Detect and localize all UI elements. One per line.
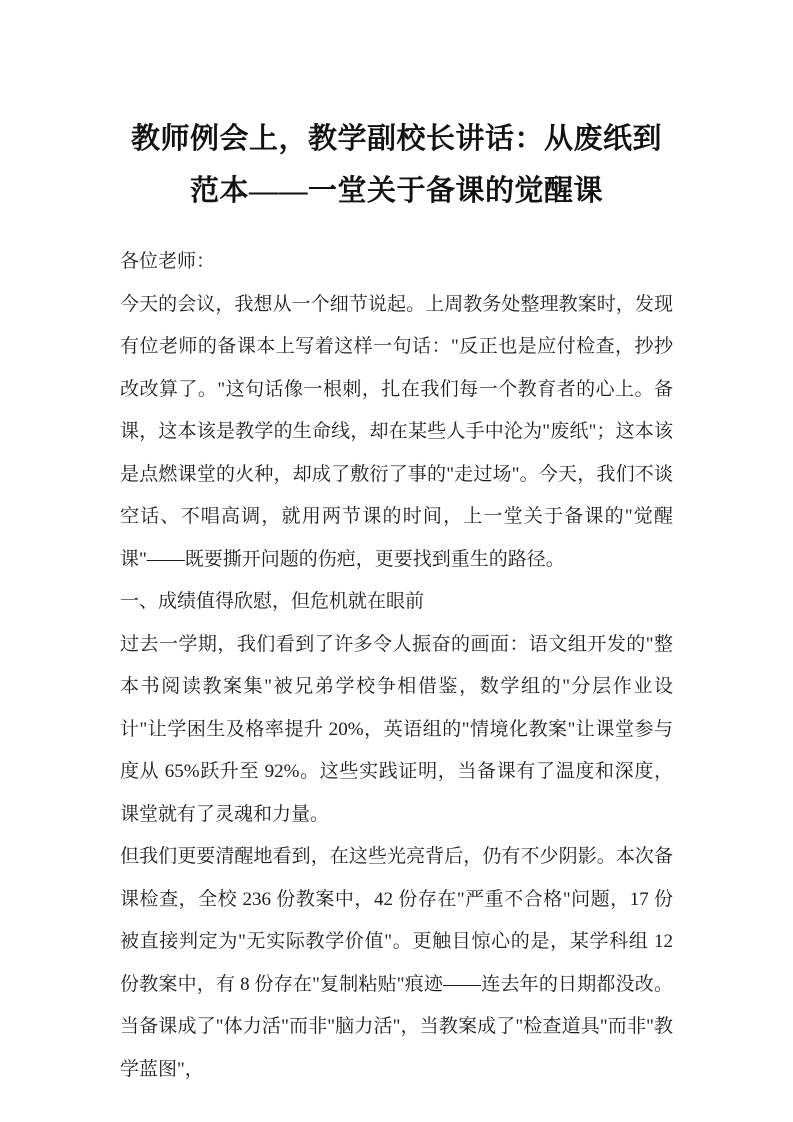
document-title: 教师例会上，教学副校长讲话：从废纸到范本——一堂关于备课的觉醒课 bbox=[130, 123, 662, 207]
salutation: 各位老师： bbox=[120, 251, 216, 272]
paragraph-intro: 今天的会议，我想从一个细节说起。上周教务处整理教案时，发现有位老师的备课本上写着这样一句话："反正也是应付检查，抄抄改改算了。"这句话像一根刺，扎在我们每一个教育者的心上。备课，这本该是教学的生命线，却在某些人手中沦为"废纸"；这本该是点燃课堂的火种，却成了敷衍了事的"走过场"。今天，我们不谈空话、不唱高调，就用两节课的时间，上一堂关于备课的"觉醒课"——既要撕开问题的伤疤，更要找到重生的路径。 bbox=[120, 293, 673, 570]
document-body bbox=[120, 241, 673, 1091]
paragraph-problems: 但我们更要清醒地看到，在这些光亮背后，仍有不少阴影。本次备课检查，全校 236 份教案中，42 份存在"严重不合格"问题，17 份被直接判定为"无实际教学价值"。更触目惊心的是，某学科组 12 份教案中，有 8 份存在"复制粘贴"痕迹——连去年的日期都没改。当备课成了"体力活"而非"脑力活"，当教案成了"检查道具"而非"教学蓝图"， bbox=[120, 846, 673, 1080]
paragraph-achievements: 过去一学期，我们看到了许多令人振奋的画面：语文组开发的"整本书阅读教案集"被兄弟学校争相借鉴，数学组的"分层作业设计"让学困生及格率提升 20%，英语组的"情境化教案"让课堂参与度从 65%跃升至 92%。这些实践证明，当备课有了温度和深度，课堂就有了灵魂和力量。 bbox=[120, 633, 673, 825]
section-heading-1: 一、成绩值得欣慰，但危机就在眼前 bbox=[120, 591, 425, 612]
